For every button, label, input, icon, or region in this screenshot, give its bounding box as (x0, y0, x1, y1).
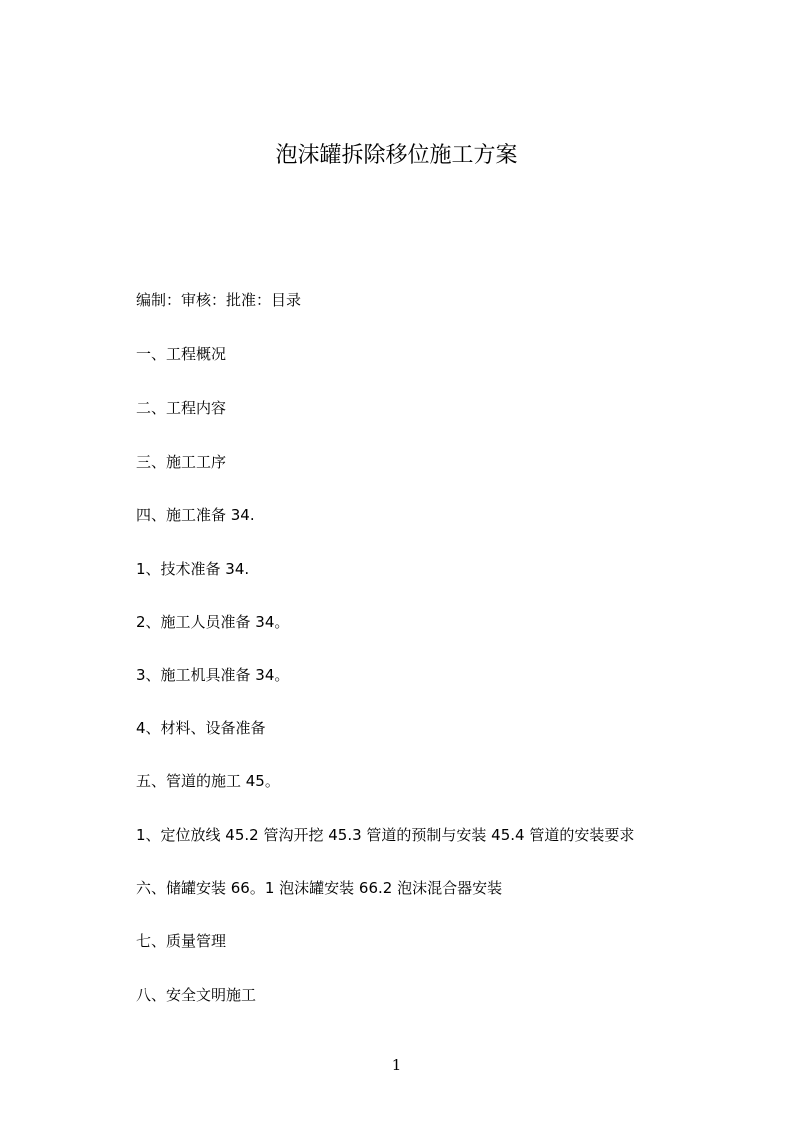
toc-entry: 2、施工人员准备 34。 (136, 613, 290, 631)
toc-entry: 五、管道的施工 45。 (136, 772, 280, 790)
toc-entry: 1、定位放线 45.2 管沟开挖 45.3 管道的预制与安装 45.4 管道的安装要求 (136, 826, 635, 844)
toc-entry: 七、质量管理 (136, 932, 227, 950)
credits-and-toc-heading: 编制：审核：批准：目录 (136, 291, 302, 309)
toc-entry: 八、安全文明施工 (136, 986, 257, 1004)
document-title: 泡沫罐拆除移位施工方案 (275, 143, 518, 168)
toc-entry: 三、施工工序 (136, 453, 227, 471)
toc-entry: 六、储罐安装 66。1 泡沫罐安装 66.2 泡沫混合器安装 (136, 879, 503, 897)
toc-entry: 二、工程内容 (136, 399, 227, 417)
toc-entry: 四、施工准备 34. (136, 506, 255, 524)
toc-entry: 1、技术准备 34. (136, 560, 250, 578)
page-number: 1 (391, 1056, 402, 1074)
toc-entry: 一、工程概况 (136, 345, 227, 363)
toc-entry: 3、施工机具准备 34。 (136, 666, 290, 684)
toc-entry: 4、材料、设备准备 (136, 719, 266, 737)
